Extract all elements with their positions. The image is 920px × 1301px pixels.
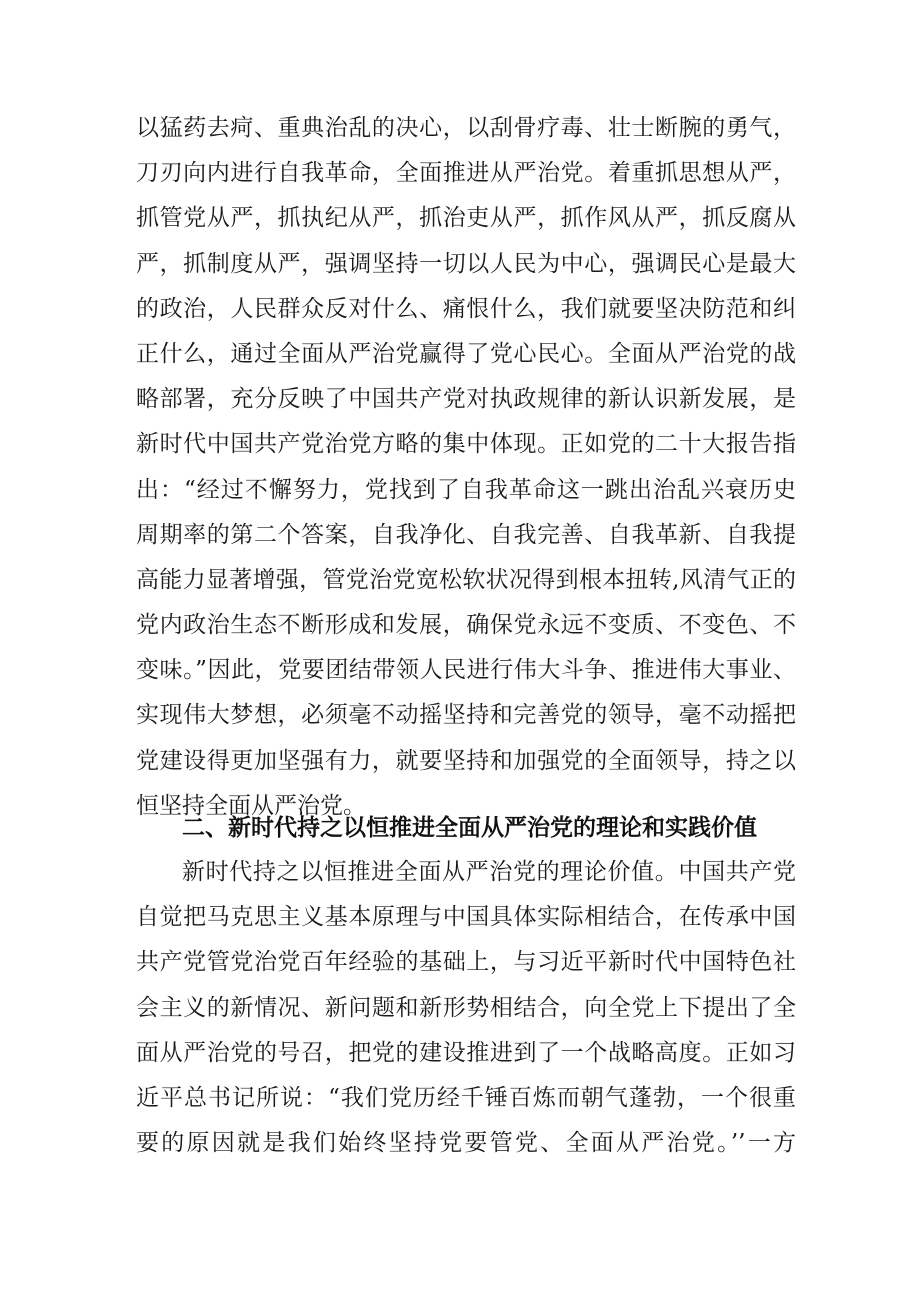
text-line: 新时代中国共产党治党方略的集中体现。正如党的二十大报告指 — [136, 431, 796, 458]
text-line: 正什么，通过全面从严治党赢得了党心民心。全面从严治党的战 — [136, 340, 796, 367]
text-line: 以猛药去疴、重典治乱的决心，以刮骨疗毒、壮士断腕的勇气， — [136, 115, 796, 141]
text-line: 略部署，充分反映了中国共产党对执政规律的新认识新发展，是 — [136, 386, 796, 413]
text-line: 出：“经过不懈努力，党找到了自我革命这一跳出治乱兴衰历史 — [136, 476, 796, 503]
text-line: 恒坚持全面从严治党。 — [136, 792, 366, 819]
text-line: 共产党管党治党百年经验的基础上，与习近平新时代中国特色社 — [136, 949, 796, 976]
text-line: 高能力显著增强，管党治党宽松软状况得到根本扭转,风清气正的 — [136, 566, 796, 593]
text-line: 党建设得更加坚强有力，就要坚持和加强党的全面领导，持之以 — [136, 747, 796, 774]
text-line: 变味。”因此，党要团结带领人民进行伟大斗争、推进伟大事业、 — [136, 657, 796, 684]
paragraph-2 — [136, 850, 796, 1166]
text-line: 近平总书记所说：“我们党历经千锤百炼而朝气蓬勃，一个很重 — [136, 1084, 796, 1111]
text-line: 的政治，人民群众反对什么、痛恨什么，我们就要坚决防范和纠 — [136, 295, 796, 322]
text-line: 会主义的新情况、新问题和新形势相结合，向全党上下提出了全 — [136, 994, 796, 1021]
text-line: 严，抓制度从严，强调坚持一切以人民为中心，强调民心是最大 — [136, 250, 796, 277]
text-line: 刀刃向内进行自我革命，全面推进从严治党。着重抓思想从严， — [136, 160, 796, 187]
text-line: 面从严治党的号召，把党的建设推进到了一个战略高度。正如习 — [136, 1039, 796, 1066]
section-heading-text: 二、新时代持之以恒推进全面从严治党的理论和实践价值 — [182, 815, 757, 841]
text-line: 自觉把马克思主义基本原理与中国具体实际相结合，在传承中国 — [136, 904, 796, 931]
text-line: 实现伟大梦想，必须毫不动摇坚持和完善党的领导，毫不动摇把 — [136, 702, 796, 729]
text-line: 新时代持之以恒推进全面从严治党的理论价值。中国共产党 — [182, 859, 796, 885]
text-line: 要的原因就是我们始终坚持党要管党、全面从严治党。’’一方 — [136, 1130, 796, 1157]
paragraph-1 — [136, 106, 796, 829]
text-line: 党内政治生态不断形成和发展，确保党永远不变质、不变色、不 — [136, 612, 796, 639]
text-line: 周期率的第二个答案，自我净化、自我完善、自我革新、自我提 — [136, 521, 796, 548]
section-heading — [136, 805, 796, 851]
text-line: 抓管党从严，抓执纪从严，抓治吏从严，抓作风从严，抓反腐从 — [136, 205, 796, 232]
